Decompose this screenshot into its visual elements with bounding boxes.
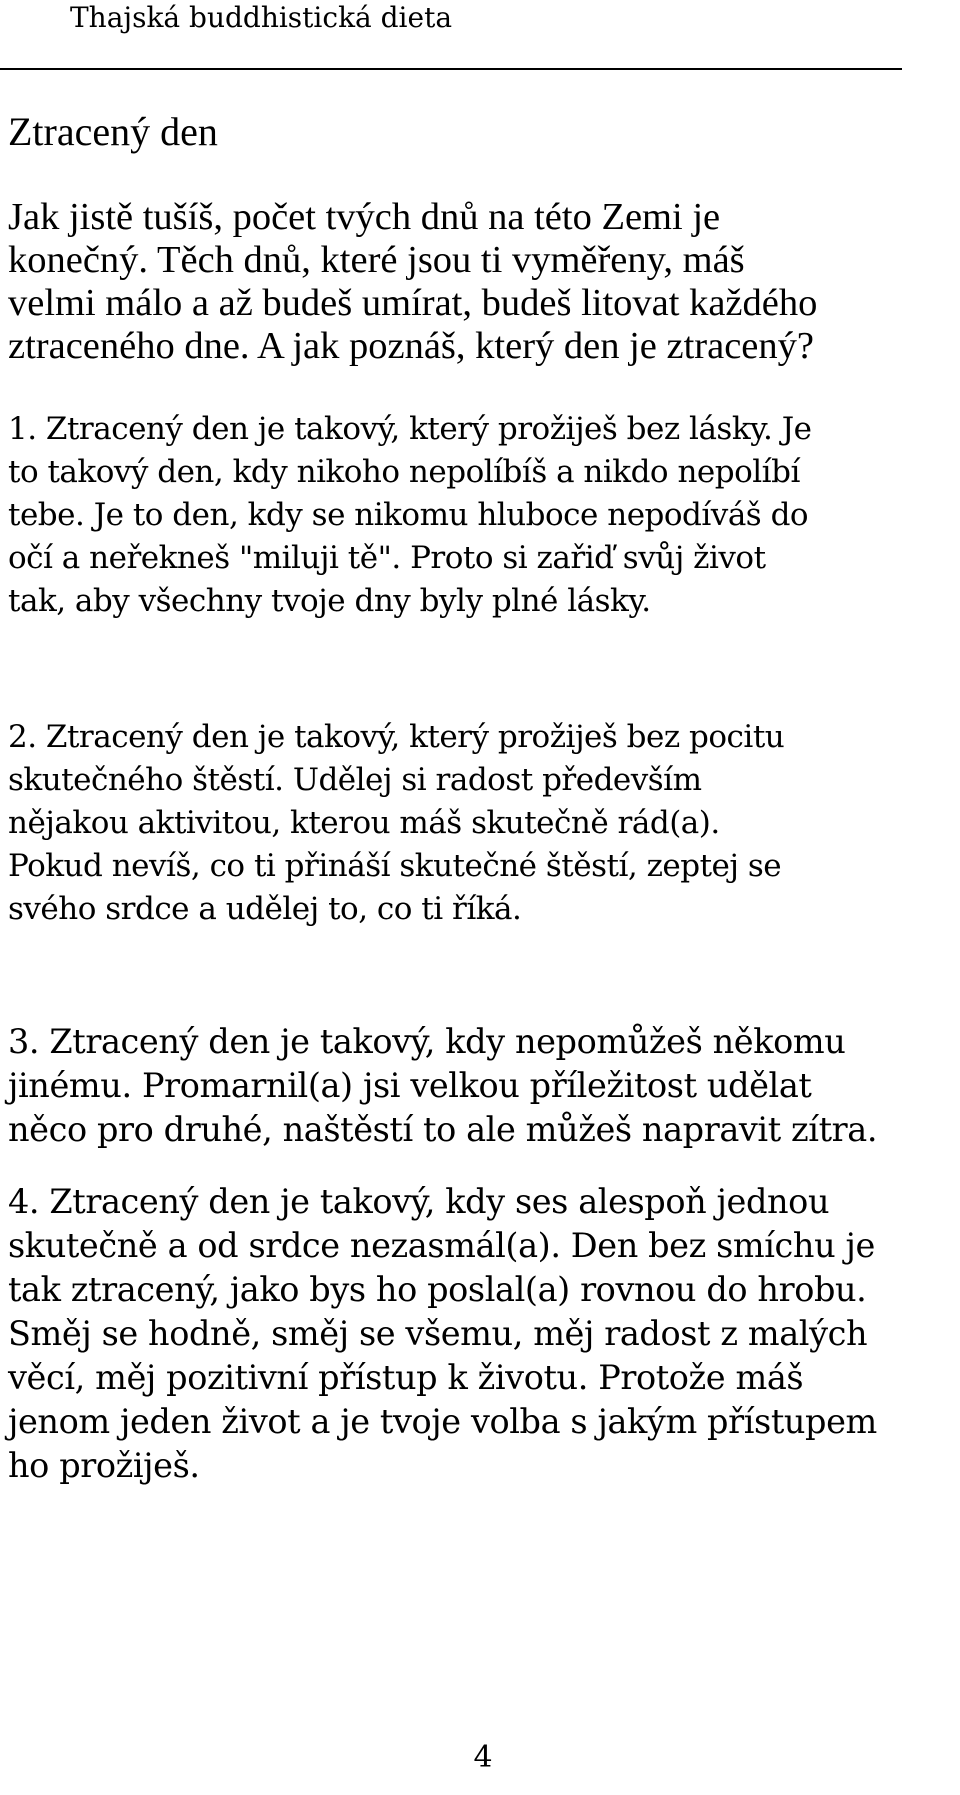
section-3-paragraph <box>8 1020 958 1152</box>
paragraph-line: tak, aby všechny tvoje dny byly plné lásky. <box>8 583 651 619</box>
paragraph-line: tebe. Je to den, kdy se nikomu hluboce nepodíváš do <box>8 497 809 533</box>
intro-line: konečný. Těch dnů, které jsou ti vyměřeny, máš <box>8 239 745 281</box>
paragraph-line: Směj se hodně, směj se všemu, měj radost z malých <box>8 1314 868 1353</box>
paragraph-line: 1. Ztracený den je takový, který prožiješ bez lásky. Je <box>8 411 812 447</box>
paragraph-line: Pokud nevíš, co ti přináší skutečné štěstí, zeptej se <box>8 848 782 884</box>
paragraph-line: 2. Ztracený den je takový, který prožiješ bez pocitu <box>8 719 785 755</box>
intro-paragraph <box>8 196 958 368</box>
paragraph-line: jinému. Promarnil(a) jsi velkou příležitost udělat <box>8 1066 812 1105</box>
paragraph-line: svého srdce a udělej to, co ti říká. <box>8 891 522 927</box>
paragraph-line: tak ztracený, jako bys ho poslal(a) rovnou do hrobu. <box>8 1270 867 1309</box>
header-divider <box>0 68 902 70</box>
paragraph-line: ho prožiješ. <box>8 1446 200 1485</box>
paragraph-line: věcí, měj pozitivní přístup k životu. Protože máš <box>8 1358 804 1397</box>
section-4-paragraph <box>8 1180 958 1488</box>
paragraph-line: skutečně a od srdce nezasmál(a). Den bez smíchu je <box>8 1226 875 1265</box>
intro-line: velmi málo a až budeš umírat, budeš litovat každého <box>8 282 818 324</box>
section-1-paragraph <box>8 408 958 623</box>
intro-line: ztraceného dne. A jak poznáš, který den je ztracený? <box>8 325 814 367</box>
paragraph-line: skutečného štěstí. Udělej si radost především <box>8 762 702 798</box>
paragraph-line: 4. Ztracený den je takový, kdy ses alespoň jednou <box>8 1182 830 1221</box>
paragraph-line: očí a neřekneš "miluji tě". Proto si zařiď svůj život <box>8 540 766 576</box>
paragraph-line: 3. Ztracený den je takový, kdy nepomůžeš někomu <box>8 1022 846 1061</box>
chapter-title: Ztracený den <box>8 109 218 154</box>
page-number: 4 <box>473 1740 493 1775</box>
intro-line: Jak jistě tušíš, počet tvých dnů na této Zemi je <box>8 196 721 238</box>
paragraph-line: to takový den, kdy nikoho nepolíbíš a nikdo nepolíbí <box>8 454 800 490</box>
paragraph-line: jenom jeden život a je tvoje volba s jakým přístupem <box>8 1402 877 1441</box>
running-header: Thajská buddhistická dieta <box>70 1 453 34</box>
paragraph-line: něco pro druhé, naštěstí to ale můžeš napravit zítra. <box>8 1110 878 1149</box>
section-2-paragraph <box>8 716 958 931</box>
paragraph-line: nějakou aktivitou, kterou máš skutečně rád(a). <box>8 805 720 841</box>
